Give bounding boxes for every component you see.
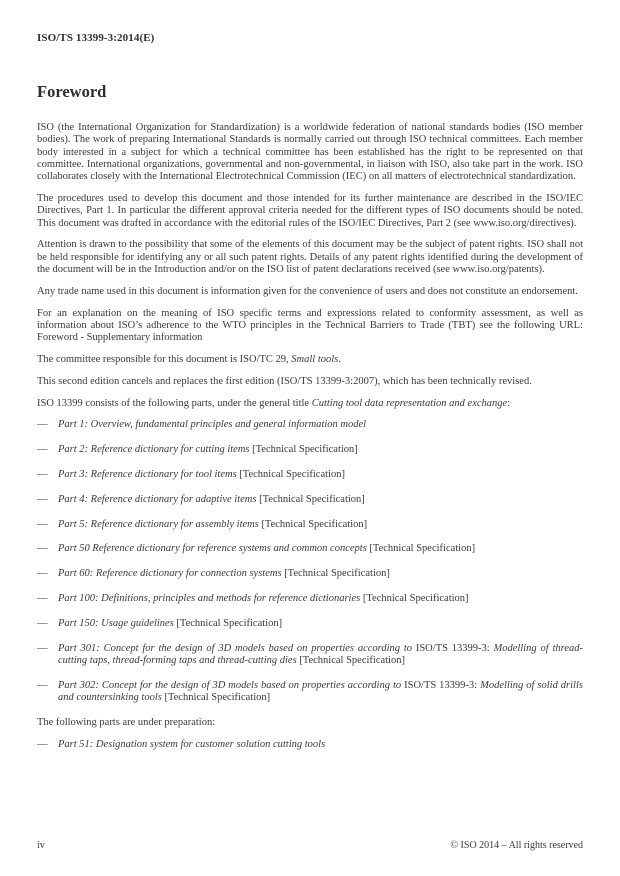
page-title: Foreword: [37, 82, 107, 101]
paragraph: [37, 717, 583, 729]
italic-text-run: Modelling of thread-cutting taps, thread-forming taps and thread-cutting dies: [58, 642, 583, 666]
copyright-notice: © ISO 2014 – All rights reserved: [450, 840, 583, 851]
list-item-text: [58, 494, 583, 506]
list-dash: —: [37, 617, 48, 629]
paragraph: [37, 239, 583, 276]
list-dash: —: [37, 444, 48, 456]
paragraph: [37, 398, 583, 410]
list-dash: —: [37, 592, 48, 604]
list-dash: —: [37, 518, 48, 530]
document-body: [37, 122, 583, 751]
list-item-text: [58, 419, 583, 431]
italic-text-run: Part 60: Reference dictionary for connection systems: [58, 568, 282, 580]
italic-text-run: Part 1: Overview, fundamental principles and general information model: [58, 419, 367, 431]
text-run: [Technical Specification]: [360, 592, 469, 604]
italic-text-run: Part 4: Reference dictionary for adaptive items: [58, 493, 257, 505]
list-item-text: [58, 618, 583, 630]
text-run: The procedures used to develop this document and those intended for its further maintenance are described in the ISO/IEC Directives, Part 1. In particular the different approval criteria needed for the different types of ISO documents should be noted. This document was drafted in accordance with the editorial rules of the ISO/IEC Directives, Part 2 (see www.iso.org/directives).: [37, 192, 583, 229]
page-footer: [37, 840, 583, 851]
text-run: [Technical Specification]: [366, 543, 476, 555]
list-item: [37, 519, 583, 531]
list-item-text: [58, 680, 583, 705]
paragraph: [37, 193, 583, 230]
list-dash: —: [37, 419, 48, 431]
text-run: [Technical Specification]: [281, 568, 390, 580]
italic-text-run: Part 302: Concept for the design of 3D models based on properties according to: [58, 679, 405, 691]
italic-text-run: Cutting tool data representation and exchange: [311, 397, 508, 409]
list-item: [37, 593, 583, 605]
text-run: Any trade name used in this document is information given for the convenience of users and does not constitute an endorsement.: [37, 285, 578, 297]
text-run: :: [507, 397, 511, 409]
list-item-text: [58, 593, 583, 605]
italic-text-run: Part 3: Reference dictionary for tool items: [58, 468, 237, 480]
italic-text-run: Part 100: Definitions, principles and methods for reference dictionaries: [58, 592, 361, 604]
text-run: The committee responsible for this document is ISO/TC 29,: [37, 353, 292, 365]
italic-text-run: Part 50 Reference dictionary for reference systems and common concepts: [58, 543, 367, 555]
text-run: [Technical Specification]: [161, 691, 271, 703]
page-number: iv: [37, 840, 45, 851]
text-run: The following parts are under preparation:: [37, 716, 216, 728]
text-run: ISO 13399 consists of the following parts, under the general title: [37, 397, 312, 409]
text-run: [Technical Specification]: [256, 493, 365, 505]
italic-text-run: Part 51: Designation system for customer solution cutting tools: [58, 738, 326, 750]
list-item: [37, 739, 583, 751]
italic-text-run: Part 2: Reference dictionary for cutting items: [58, 444, 250, 456]
text-run: [Technical Specification]: [258, 518, 368, 530]
list-item: [37, 419, 583, 431]
list-item: [37, 680, 583, 705]
paragraph: [37, 308, 583, 345]
text-run: Attention is drawn to the possibility that some of the elements of this document may be the subject of patent rights. ISO shall not be held responsible for identifying any or all such patent rights. Details of any patent rights identified during the development of the document will be in the Introduction and/or on the ISO list of patent declarations received (see www.iso.org/patents).: [37, 239, 583, 275]
list-item-text: [58, 739, 583, 751]
paragraph: [37, 286, 583, 298]
text-run: [Technical Specification]: [249, 444, 358, 456]
list-item: [37, 469, 583, 481]
italic-text-run: Modelling of solid drills and countersinking tools: [58, 679, 583, 703]
italic-text-run: Part 150: Usage guidelines: [58, 617, 174, 629]
text-run: ISO (the International Organization for Standardization) is a worldwide federation of national standards bodies (ISO member bodies). The work of preparing International Standards is normally carried out through ISO technical committees. Each member body interested in a subject for which a technical committee has been established has the right to be represented on that committee. International organizations, governmental and non-governmental, in liaison with ISO, also take part in the work. ISO collaborates closely with the International Electrotechnical Commission (IEC) on all matters of electrotechnical standardization.: [37, 122, 583, 183]
list-item: [37, 494, 583, 506]
paragraph: [37, 376, 583, 388]
running-header: ISO/TS 13399-3:2014(E): [37, 32, 155, 44]
text-run: .: [338, 353, 341, 365]
text-run: [Technical Specification]: [296, 654, 405, 666]
list-dash: —: [37, 543, 48, 555]
list-item: [37, 568, 583, 580]
list-item: [37, 543, 583, 555]
list-item-text: [58, 643, 583, 668]
list-item-text: [58, 444, 583, 456]
list-dash: —: [37, 493, 48, 505]
list-item-text: [58, 469, 583, 481]
text-run: This second edition cancels and replaces the first edition (ISO/TS 13399-3:2007), which has been technically revised.: [37, 375, 532, 387]
italic-text-run: Part 5: Reference dictionary for assembly items: [58, 518, 259, 530]
list-dash: —: [37, 468, 48, 480]
text-run: [Technical Specification]: [236, 468, 345, 480]
list-dash: —: [37, 642, 48, 654]
paragraph: [37, 122, 583, 183]
list-item: [37, 643, 583, 668]
italic-text-run: Small tools: [291, 353, 339, 365]
document-content: [37, 82, 583, 763]
list-dash: —: [37, 679, 48, 691]
list-dash: —: [37, 738, 48, 750]
text-run: ISO/TS 13399-3:: [404, 679, 481, 691]
list-item: [37, 618, 583, 630]
list-item-text: [58, 568, 583, 580]
list-item-text: [58, 543, 583, 555]
text-run: [Technical Specification]: [173, 617, 283, 629]
paragraph: [37, 354, 583, 366]
text-run: For an explanation on the meaning of ISO specific terms and expressions related to conformity assessment, as well as information about ISO’s adherence to the WTO principles in the Technical Barriers to Trade (TBT) see the following URL: Foreword - Supplementary information: [37, 307, 583, 344]
list-item: [37, 444, 583, 456]
text-run: ISO/TS 13399-3:: [415, 642, 494, 654]
italic-text-run: Part 301: Concept for the design of 3D models based on properties according to: [58, 642, 416, 654]
list-item-text: [58, 519, 583, 531]
list-dash: —: [37, 568, 48, 580]
